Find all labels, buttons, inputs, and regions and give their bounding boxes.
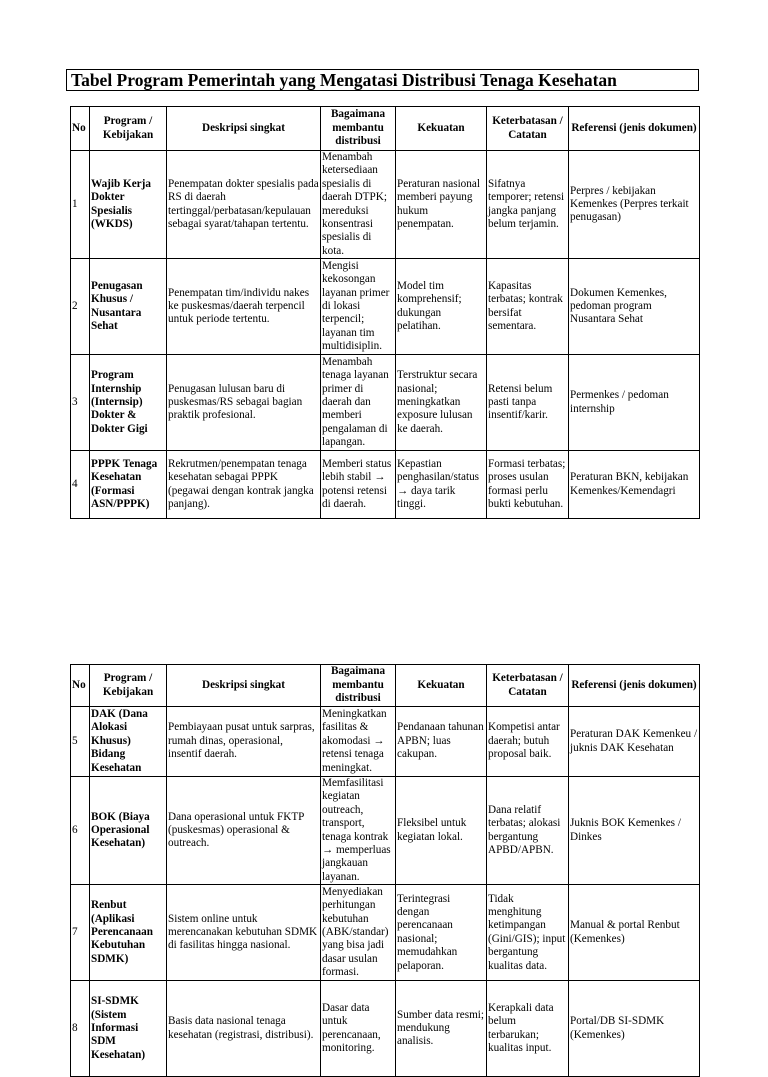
cell-keterbatasan: Kompetisi antar daerah; butuh proposal baik.	[487, 707, 569, 777]
cell-deskripsi: Penempatan tim/individu nakes ke puskesmas/daerah terpencil untuk periode tertentu.	[167, 259, 321, 355]
cell-no: 5	[71, 707, 90, 777]
cell-membantu: Dasar data untuk perencanaan, monitoring.	[321, 981, 396, 1077]
cell-membantu: Meningkatkan fasilitas & akomodasi → retensi tenaga meningkat.	[321, 707, 396, 777]
program-table-2	[70, 664, 700, 1077]
cell-no: 3	[71, 355, 90, 451]
table-row	[71, 885, 700, 981]
cell-program: DAK (Dana Alokasi Khusus) Bidang Kesehatan	[90, 707, 167, 777]
cell-keterbatasan: Formasi terbatas; proses usulan formasi perlu bukti kebutuhan.	[487, 451, 569, 519]
cell-membantu: Memfasilitasi kegiatan outreach, transport, tenaga kontrak → memperluas jangkauan layanan.	[321, 777, 396, 885]
cell-kekuatan: Pendanaan tahunan APBN; luas cakupan.	[396, 707, 487, 777]
cell-program: BOK (Biaya Operasional Kesehatan)	[90, 777, 167, 885]
table-header-row	[71, 665, 700, 707]
cell-program: SI-SDMK (Sistem Informasi SDM Kesehatan)	[90, 981, 167, 1077]
cell-program: Program Internship (Internsip) Dokter & Dokter Gigi	[90, 355, 167, 451]
cell-kekuatan: Peraturan nasional memberi payung hukum penempatan.	[396, 151, 487, 259]
program-table-1	[70, 106, 700, 519]
cell-referensi: Perpres / kebijakan Kemenkes (Perpres terkait penugasan)	[569, 151, 700, 259]
header-kekuatan: Kekuatan	[396, 665, 487, 707]
header-keterbatasan: Keterbatasan / Catatan	[487, 107, 569, 151]
cell-deskripsi: Dana operasional untuk FKTP (puskesmas) operasional & outreach.	[167, 777, 321, 885]
cell-referensi: Peraturan DAK Kemenkeu / juknis DAK Kesehatan	[569, 707, 700, 777]
header-kekuatan: Kekuatan	[396, 107, 487, 151]
header-no: No	[71, 107, 90, 151]
cell-deskripsi: Pembiayaan pusat untuk sarpras, rumah dinas, operasional, insentif daerah.	[167, 707, 321, 777]
table-row	[71, 981, 700, 1077]
cell-kekuatan: Terintegrasi dengan perencanaan nasional; memudahkan pelaporan.	[396, 885, 487, 981]
cell-deskripsi: Sistem online untuk merencanakan kebutuhan SDMK di fasilitas hingga nasional.	[167, 885, 321, 981]
table-row	[71, 777, 700, 885]
cell-program: Renbut (Aplikasi Perencanaan Kebutuhan SDMK)	[90, 885, 167, 981]
cell-kekuatan: Sumber data resmi; mendukung analisis.	[396, 981, 487, 1077]
cell-no: 6	[71, 777, 90, 885]
cell-no: 1	[71, 151, 90, 259]
header-keterbatasan: Keterbatasan / Catatan	[487, 665, 569, 707]
table-row	[71, 259, 700, 355]
cell-program: PPPK Tenaga Kesehatan (Formasi ASN/PPPK)	[90, 451, 167, 519]
cell-referensi: Manual & portal Renbut (Kemenkes)	[569, 885, 700, 981]
cell-no: 7	[71, 885, 90, 981]
table-row	[71, 707, 700, 777]
document-title: Tabel Program Pemerintah yang Mengatasi Distribusi Tenaga Kesehatan	[66, 69, 699, 91]
cell-membantu: Mengisi kekosongan layanan primer di lokasi terpencil; layanan tim multidisiplin.	[321, 259, 396, 355]
cell-deskripsi: Penugasan lulusan baru di puskesmas/RS sebagai bagian praktik profesional.	[167, 355, 321, 451]
cell-program: Penugasan Khusus / Nusantara Sehat	[90, 259, 167, 355]
cell-referensi: Juknis BOK Kemenkes / Dinkes	[569, 777, 700, 885]
header-membantu: Bagaimana membantu distribusi	[321, 107, 396, 151]
cell-keterbatasan: Kerapkali data belum terbarukan; kualitas input.	[487, 981, 569, 1077]
cell-keterbatasan: Retensi belum pasti tanpa insentif/karir.	[487, 355, 569, 451]
cell-referensi: Peraturan BKN, kebijakan Kemenkes/Kemendagri	[569, 451, 700, 519]
table-header-row	[71, 107, 700, 151]
cell-keterbatasan: Dana relatif terbatas; alokasi bergantung APBD/APBN.	[487, 777, 569, 885]
cell-membantu: Menambah tenaga layanan primer di daerah dan memberi pengalaman di lapangan.	[321, 355, 396, 451]
cell-membantu: Menyediakan perhitungan kebutuhan (ABK/standar) yang bisa jadi dasar usulan formasi.	[321, 885, 396, 981]
cell-kekuatan: Kepastian penghasilan/status → daya tarik tinggi.	[396, 451, 487, 519]
table-row	[71, 451, 700, 519]
cell-membantu: Memberi status lebih stabil → potensi retensi di daerah.	[321, 451, 396, 519]
cell-deskripsi: Basis data nasional tenaga kesehatan (registrasi, distribusi).	[167, 981, 321, 1077]
cell-referensi: Portal/DB SI-SDMK (Kemenkes)	[569, 981, 700, 1077]
cell-deskripsi: Penempatan dokter spesialis pada RS di daerah tertinggal/perbatasan/kepulauan sebagai syarat/tahapan tertentu.	[167, 151, 321, 259]
cell-membantu: Menambah ketersediaan spesialis di daerah DTPK; mereduksi konsentrasi spesialis di kota.	[321, 151, 396, 259]
cell-no: 2	[71, 259, 90, 355]
cell-referensi: Permenkes / pedoman internship	[569, 355, 700, 451]
header-program: Program / Kebijakan	[90, 665, 167, 707]
cell-kekuatan: Terstruktur secara nasional; meningkatkan exposure lulusan ke daerah.	[396, 355, 487, 451]
cell-keterbatasan: Kapasitas terbatas; kontrak bersifat sementara.	[487, 259, 569, 355]
cell-kekuatan: Model tim komprehensif; dukungan pelatihan.	[396, 259, 487, 355]
header-deskripsi: Deskripsi singkat	[167, 665, 321, 707]
header-no: No	[71, 665, 90, 707]
cell-deskripsi: Rekrutmen/penempatan tenaga kesehatan sebagai PPPK (pegawai dengan kontrak jangka panjang).	[167, 451, 321, 519]
header-deskripsi: Deskripsi singkat	[167, 107, 321, 151]
cell-referensi: Dokumen Kemenkes, pedoman program Nusantara Sehat	[569, 259, 700, 355]
header-membantu: Bagaimana membantu distribusi	[321, 665, 396, 707]
table-row	[71, 151, 700, 259]
table-row	[71, 355, 700, 451]
cell-no: 4	[71, 451, 90, 519]
cell-no: 8	[71, 981, 90, 1077]
cell-program: Wajib Kerja Dokter Spesialis (WKDS)	[90, 151, 167, 259]
header-referensi: Referensi (jenis dokumen)	[569, 665, 700, 707]
cell-keterbatasan: Tidak menghitung ketimpangan (Gini/GIS); input bergantung kualitas data.	[487, 885, 569, 981]
header-referensi: Referensi (jenis dokumen)	[569, 107, 700, 151]
header-program: Program / Kebijakan	[90, 107, 167, 151]
cell-kekuatan: Fleksibel untuk kegiatan lokal.	[396, 777, 487, 885]
cell-keterbatasan: Sifatnya temporer; retensi jangka panjang belum terjamin.	[487, 151, 569, 259]
